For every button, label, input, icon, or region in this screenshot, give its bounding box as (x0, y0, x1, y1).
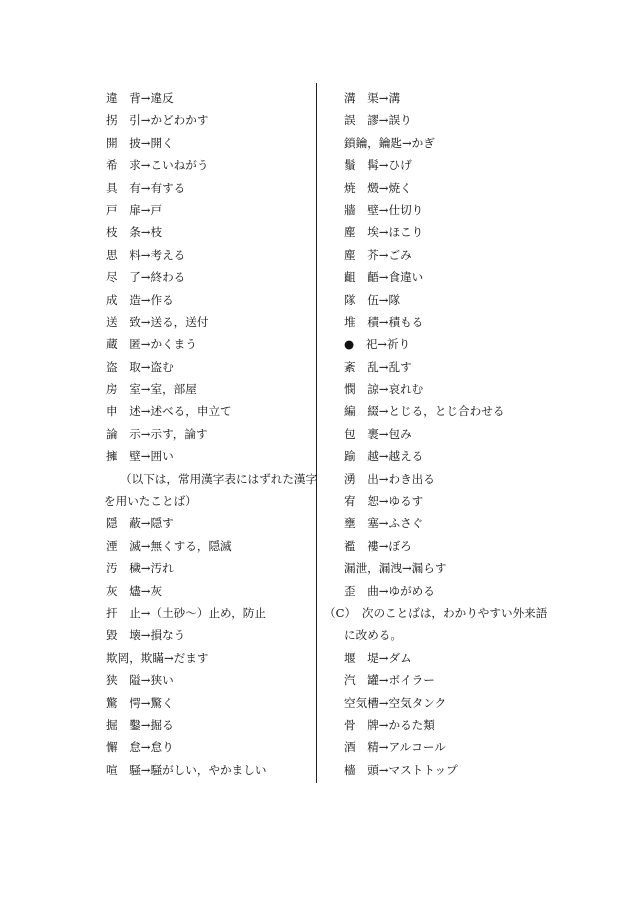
term-row: 骨 牌→かるた類 (344, 717, 435, 732)
term-row: 盗 取→盗む (106, 359, 174, 374)
term-row: 壅 塞→ふさぐ (344, 516, 424, 531)
term-row: 踰 越→越える (344, 449, 424, 464)
term-row: 歪 曲→ゆがめる (344, 583, 435, 598)
column-divider (316, 83, 317, 783)
term-row: 希 求→こいねがう (106, 158, 209, 173)
term-row: 齟 齬→食違い (344, 270, 424, 285)
term-row: 堰 堤→ダム (344, 650, 412, 665)
term-row: 溝 渠→溝 (344, 91, 401, 105)
term-row: 襤 褸→ぼろ (344, 538, 412, 553)
note-line-1: （以下は，常用漢字表にはずれた漢字 (120, 471, 318, 486)
term-row: 戸 扉→戸 (106, 202, 163, 217)
term-row: 包 裹→包み (344, 426, 412, 441)
term-row: 焼 燬→焼く (344, 180, 412, 195)
term-row: 誤 謬→誤り (344, 113, 412, 128)
term-row: 湮 滅→無くする，隠滅 (106, 538, 232, 553)
term-row: 編 綴→とじる，とじ合わせる (344, 404, 505, 419)
term-row: 牆 壁→仕切り (344, 202, 424, 217)
term-row: 酒 精→アルコール (344, 740, 446, 755)
term-row: 漏泄，漏洩→漏らす (344, 561, 447, 576)
term-row: 懈 怠→怠り (106, 740, 174, 755)
term-row: 紊 乱→乱す (344, 359, 412, 374)
term-row: 毀 壊→損なう (106, 628, 186, 643)
term-row: 擁 壁→囲い (106, 449, 174, 464)
term-row: 成 造→作る (106, 292, 174, 307)
term-row: 送 致→送る，送付 (106, 314, 209, 329)
term-row: 掘 鑿→掘る (106, 717, 174, 732)
term-row: 扞 止→（土砂〜）止め，防止 (106, 605, 266, 620)
term-row: 枝 条→枝 (106, 225, 163, 240)
term-row: ● 祀→祈り (344, 337, 411, 352)
term-row: 房 室→室，部屋 (106, 382, 197, 397)
term-row: 拐 引→かどわかす (106, 113, 209, 128)
section-c-heading-cont: に改める。 (344, 628, 402, 643)
term-row: 汚 穢→汚れ (106, 561, 174, 576)
term-row: 思 料→考える (106, 247, 186, 262)
term-row: 申 述→述べる，申立て (106, 404, 232, 419)
term-row: 宥 恕→ゆるす (344, 494, 424, 509)
term-row: 狭 隘→狭い (106, 673, 174, 688)
term-row: 隊 伍→隊 (344, 292, 401, 307)
right-column (324, 87, 564, 781)
term-row: 具 有→有する (106, 180, 186, 195)
note-line-2: を用いたことば） (104, 494, 197, 509)
term-row: 空気槽→空気タンク (344, 695, 447, 710)
term-row: 開 披→開く (106, 135, 174, 150)
term-row: 塵 芥→ごみ (344, 247, 412, 262)
term-row: 檣 頭→マストトップ (344, 762, 458, 777)
section-c-heading: （C） 次のことばは，わかりやすい外来語 (324, 605, 548, 620)
term-row: 堆 積→積もる (344, 314, 424, 329)
term-row: 喧 騒→騒がしい，やかましい (106, 762, 267, 777)
left-column (104, 87, 318, 781)
term-row: 湧 出→わき出る (344, 471, 435, 486)
term-row: 驚 愕→驚く (106, 695, 174, 710)
term-row: 憫 諒→哀れむ (344, 382, 424, 397)
term-row: 鎖鑰，鑰匙→かぎ (344, 135, 435, 150)
term-row: 蔵 匿→かくまう (106, 337, 197, 352)
term-row: 灰 燼→灰 (106, 583, 163, 598)
term-row: 尽 了→終わる (106, 270, 186, 285)
term-row: 汽 罐→ボイラー (344, 673, 435, 688)
term-row: 欺罔，欺瞞→だます (106, 650, 209, 665)
term-row: 鬚 髯→ひげ (344, 158, 412, 173)
term-row: 隠 蔽→隠す (106, 516, 174, 531)
term-row: 塵 埃→ほこり (344, 225, 424, 240)
term-row: 論 示→示す，論す (106, 426, 208, 441)
term-row: 違 背→違反 (106, 91, 174, 105)
